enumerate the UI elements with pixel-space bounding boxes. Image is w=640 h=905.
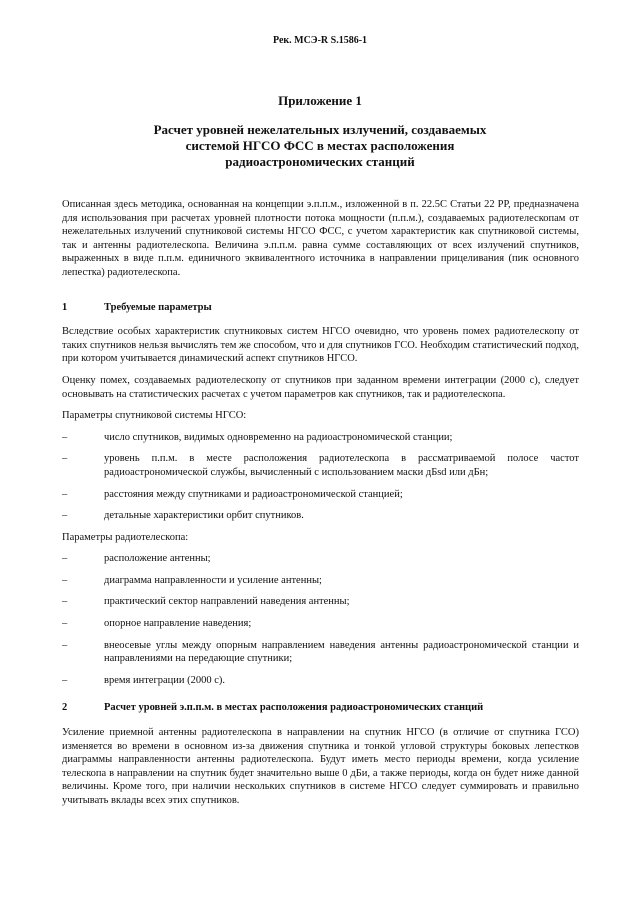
- rt-param-6: время интеграции (2000 с).: [104, 674, 226, 686]
- intro-paragraph: Описанная здесь методика, основанная на концепции э.п.п.м., изложенной в п. 22.5С Статьи 22 РР, предназначена для использования при расчетах уровней плотности потока мощности (п.п.м.), создаваемых радиотелескопам от нежелательных излучений спутниковой системы НГСО ФСС, с учетом характеристик как спутниковой системы, так и антенны радиотелескопа. Величина э.п.п.м. равна сумме составляющих от всех излучений спутников, выраженных в виде п.п.м. единичного эквивалентного источника в направлении прицеливания (пик основного лепестка) радиотелескопа.: [62, 199, 579, 278]
- section-2-number: 2: [62, 702, 68, 714]
- sat-param-1: число спутников, видимых одновременно на радиоастрономической станции;: [104, 431, 453, 443]
- page-header: Рек. МСЭ-R S.1586-1: [272, 35, 368, 46]
- list-item: [62, 574, 579, 588]
- section-1-paragraph-1: Вследствие особых характеристик спутниковых систем НГСО очевидно, что уровень помех радиотелескопу от таких спутников нельзя вычислять тем же способом, что и для спутников ГСО. Необходим статистический подход, при котором учитывается динамический аспект спутников НГСО.: [62, 326, 579, 365]
- sat-param-2: уровень п.п.м. в месте расположения радиотелескопа в рассматриваемой полосе частот радиоастрономической службы, вычисленный с использованием маски дБsd или дБн;: [104, 453, 579, 478]
- list-dash: –: [62, 431, 68, 443]
- list-item: [62, 639, 579, 666]
- list-dash: –: [62, 618, 68, 630]
- annex-title: Приложение 1: [278, 93, 362, 108]
- list-item: [62, 552, 579, 566]
- list-dash: –: [62, 553, 68, 565]
- sat-params-label: Параметры спутниковой системы НГСО:: [62, 410, 247, 422]
- rt-param-3: практический сектор направлений наведения антенны;: [104, 596, 350, 608]
- section-1-heading: [62, 301, 579, 315]
- list-dash: –: [62, 639, 68, 651]
- main-title: [110, 122, 530, 170]
- list-item: [62, 488, 579, 502]
- list-dash: –: [62, 488, 68, 500]
- section-1-paragraph-2: Оценку помех, создаваемых радиотелескопу от спутников при заданном времени интеграции (2000 с), следует основывать на статистических расчетах с учетом параметров как спутников, так и радиотелескопа.: [62, 374, 579, 400]
- section-1-number: 1: [62, 301, 68, 313]
- sat-param-4: детальные характеристики орбит спутников.: [104, 510, 304, 522]
- list-item: [62, 595, 579, 609]
- rt-param-1: расположение антенны;: [104, 553, 211, 565]
- list-item: [62, 674, 579, 688]
- document-body: [62, 198, 579, 816]
- rt-param-2: диаграмма направленности и усиление антенны;: [104, 574, 322, 586]
- main-title-line-2: системой НГСО ФСС в местах расположения: [185, 138, 455, 153]
- section-2-paragraph-1: Усиление приемной антенны радиотелескопа в направлении на спутник НГСО (в отличие от спутника ГСО) изменяется во времени в основном из-за движения спутника и тонкой угловой структуры боковых лепестков диаграммы направленности антенны радиотелескопа. Будут иметь место периоды времени, когда усиление телескопа в направлении на спутник будет значительно выше 0 дБи, а также периоды, когда он будет ниже данной величины. Кроме того, при наличии нескольких спутников в системе НГСО следует суммировать и правильно учитывать вклады всех этих спутников.: [62, 727, 579, 806]
- rt-param-5: внеосевые углы между опорным направлением наведения антенны радиоастрономической станции и направлениями на передающие спутники;: [104, 639, 579, 665]
- main-title-line-1: Расчет уровней нежелательных излучений, создаваемых: [153, 122, 487, 137]
- rt-param-4: опорное направление наведения;: [104, 618, 252, 630]
- rt-params-label: Параметры радиотелескопа:: [62, 531, 189, 543]
- section-2-title: Расчет уровней э.п.п.м. в местах расположения радиоастрономических станций: [104, 702, 484, 714]
- sat-param-3: расстояния между спутниками и радиоастрономической станцией;: [104, 488, 403, 500]
- section-1-title: Требуемые параметры: [104, 301, 212, 313]
- list-dash: –: [62, 510, 68, 522]
- list-dash: –: [62, 574, 68, 586]
- list-item: [62, 431, 579, 445]
- list-item: [62, 509, 579, 523]
- main-title-line-3: радиоастрономических станций: [225, 154, 415, 169]
- list-dash: –: [62, 674, 68, 686]
- list-dash: –: [62, 596, 68, 608]
- section-2-heading: [62, 701, 579, 715]
- list-dash: –: [62, 453, 68, 465]
- list-item: [62, 452, 579, 479]
- list-item: [62, 617, 579, 631]
